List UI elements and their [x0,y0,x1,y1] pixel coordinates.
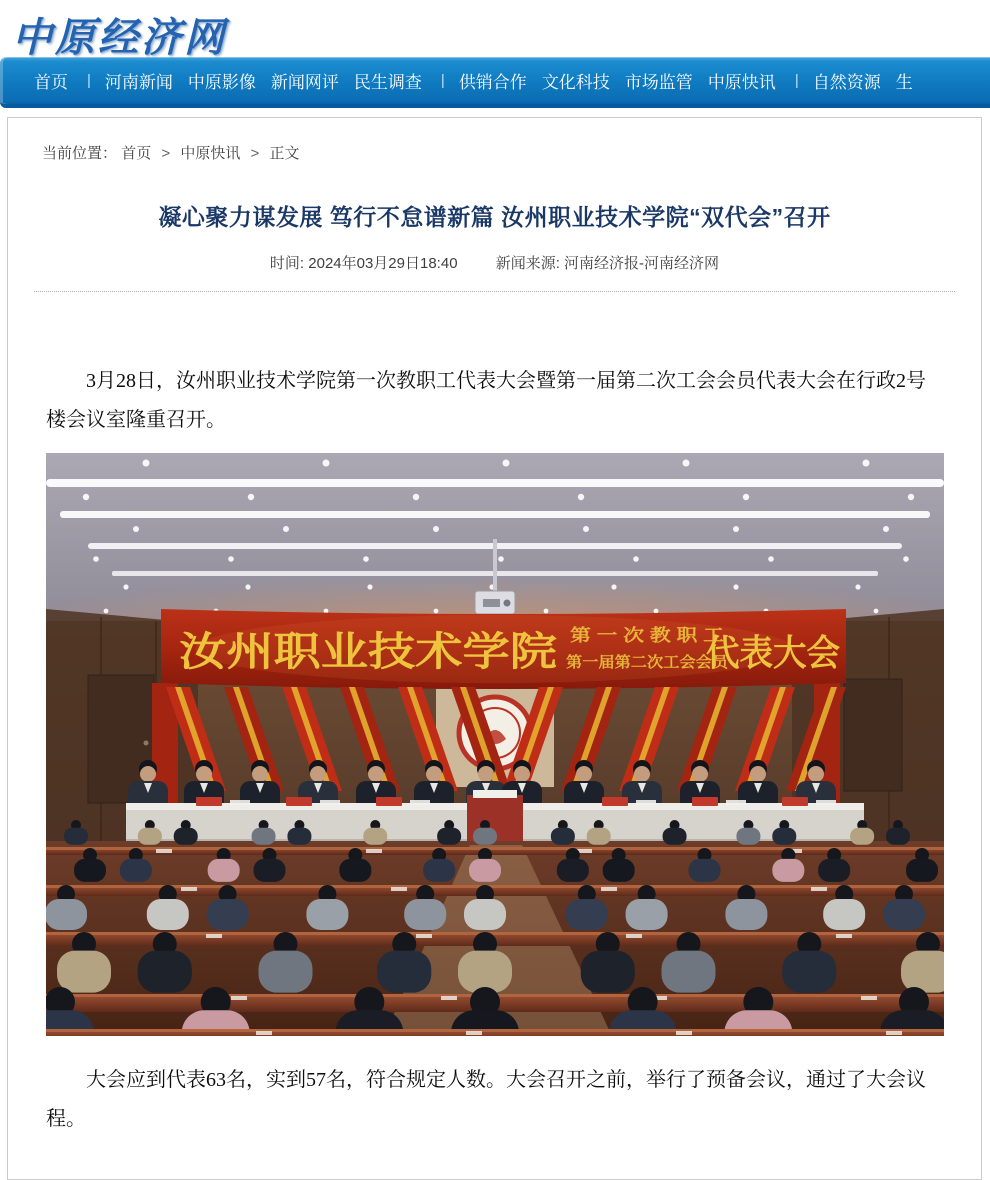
nav-item-eco-truncated[interactable]: 生 [895,73,913,92]
nav-item-henan-news[interactable]: 河南新闻 [104,73,173,92]
nav-item-culture-tech[interactable]: 文化科技 [541,73,610,92]
main-nav [0,57,990,108]
right-door [844,679,902,791]
article-body [8,1061,981,1139]
article-source: 新闻来源: 河南经济报-河南经济网 [495,255,720,272]
breadcrumb [8,138,981,177]
site-header [0,0,990,61]
paragraph-2: 大会应到代表63名，实到57名，符合规定人数。大会召开之前，举行了预备会议，通过了大会议程。 [46,1069,926,1130]
banner-main-text: 汝州职业技术学院 [178,630,557,674]
nav-separator: | [87,72,91,89]
breadcrumb-separator: > [250,145,260,162]
door-handle [143,741,148,746]
banner-tail-text: 代表大会 [705,632,840,673]
nav-separator: | [440,72,445,89]
nav-item-livelihood[interactable]: 民生调查 [353,73,422,92]
nav-item-zhongyuan-image[interactable]: 中原影像 [187,73,256,92]
divider [34,291,955,292]
article-body [8,362,981,440]
conference-hall-photo [46,453,944,1036]
nav-separator: | [794,72,799,89]
nav-item-zhongyuan-express[interactable]: 中原快讯 [707,73,776,92]
breadcrumb-label: 当前位置： [42,145,118,162]
content-box [7,117,982,1180]
banner-subtitle-bottom: 第一届第二次工会会员 [565,654,716,671]
article-time: 时间: 2024年03月29日18:40 [269,255,458,272]
paragraph-1: 3月28日，汝州职业技术学院第一次教职工代表大会暨第一届第二次工会会员代表大会在行政2号楼会议室隆重召开。 [46,370,926,431]
site-logo[interactable]: 中原经济网 [12,14,227,61]
article-meta [8,252,981,273]
banner-subtitle-top: 第 一 次 教 职 工 [569,626,696,645]
breadcrumb-separator: > [161,145,171,162]
banner-text [179,625,840,674]
breadcrumb-section[interactable]: 中原快讯 [180,145,241,162]
breadcrumb-current: 正文 [269,145,300,162]
article-title: 凝心聚力谋发展 笃行不怠谱新篇 汝州职业技术学院“双代会”召开 [158,204,831,230]
article-photo [8,453,981,1041]
breadcrumb-home[interactable]: 首页 [121,145,152,162]
nav-item-natural-resources[interactable]: 自然资源 [812,73,881,92]
nav-item-supply-coop[interactable]: 供销合作 [458,73,527,92]
nav-item-market-watch[interactable]: 市场监管 [624,73,693,92]
nav-item-news-review[interactable]: 新闻网评 [270,73,339,92]
nav-item-home[interactable]: 首页 [34,73,68,92]
